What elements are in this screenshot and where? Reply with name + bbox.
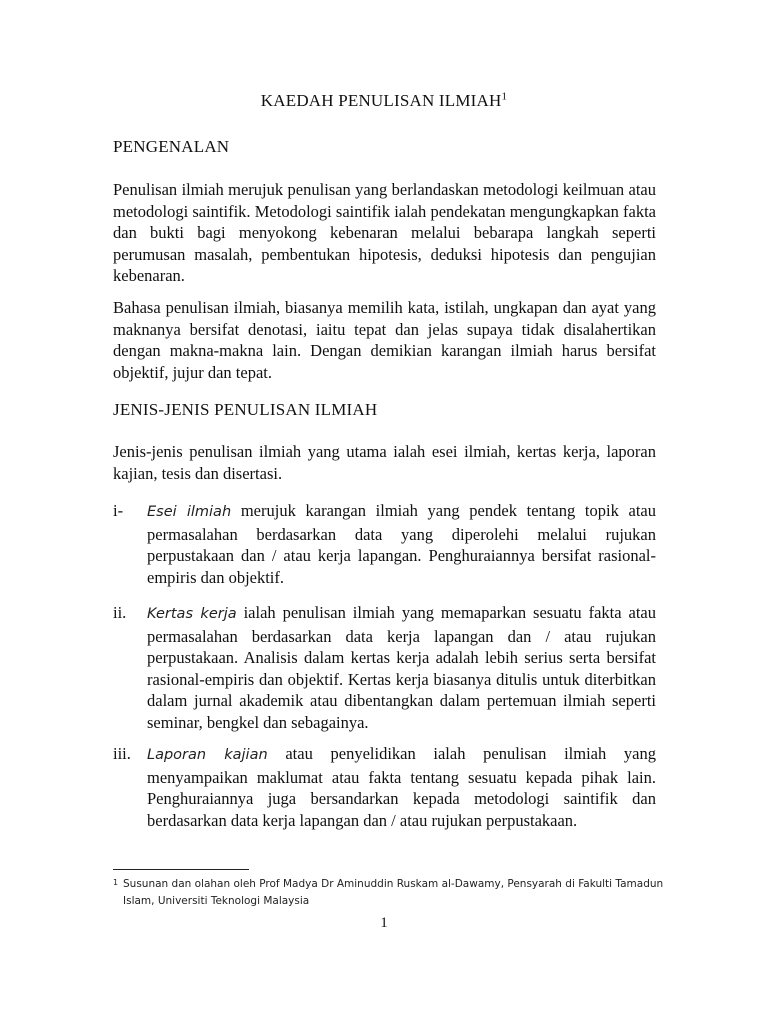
list-text: atau penyelidikan ialah penulisan ilmiah yang menyampaikan maklumat atau fakta tentang sesuatu kepada pihak lain. Penghuraiannya juga bersandarkan kepada metodologi saintifik dan berdasarkan data kerja lapangan dan / atau rujukan perpustakaan. <box>147 744 656 830</box>
list-text: ialah penulisan ilmiah yang memaparkan sesuatu fakta atau permasalahan berdasarkan data kerja lapangan dan / atau rujukan perpustakaan. Analisis dalam kertas kerja adalah lebih serius serta bersifat rasional-empiris dan objektif. Kertas kerja biasanya ditulis untuk diterbitkan dalam jurnal akademik atau dibentangkan dalam pertemuan ilmiah seperti seminar, bengkel dan sebagainya. <box>147 603 656 732</box>
list-text: merujuk karangan ilmiah yang pendek tentang topik atau permasalahan berdasarkan data yang diperolehi melalui rujukan perpustakaan dan / atau kerja lapangan. Penghuraiannya bersifat rasional-empiris dan objektif. <box>147 501 656 587</box>
title-text: KAEDAH PENULISAN ILMIAH <box>260 91 502 110</box>
title-footnote-mark: 1 <box>501 90 508 103</box>
list-number: i- <box>113 501 124 520</box>
page-number: 1 <box>380 915 388 931</box>
paragraph-pengenalan-1: Penulisan ilmiah merujuk penulisan yang berlandaskan metodologi keilmuan atau metodologi saintifik. Metodologi saintifik ialah pendekatan mengungkapkan fakta dan bukti bagi menyokong kebenaran melalui bebarapa langkah seperti perumusan masalah, pembentukan hipotesis, deduksi hipotesis dan pengujian kebenaran. <box>113 180 656 286</box>
list-term: Laporan kajian <box>147 747 268 763</box>
list-body <box>147 602 656 734</box>
list-body <box>147 743 656 831</box>
paragraph-pengenalan-2: Bahasa penulisan ilmiah, biasanya memilih kata, istilah, ungkapan dan ayat yang maknanya bersifat denotasi, iaitu tepat dan jelas supaya tidak disalahertikan dengan makna-makna lain. Dengan demikian karangan ilmiah harus bersifat objektif, jujur dan tepat. <box>113 298 656 382</box>
section-heading-jenis: JENIS-JENIS PENULISAN ILMIAH <box>113 400 378 419</box>
list-body <box>147 500 656 588</box>
footnote-mark: 1 <box>113 878 119 887</box>
list-number: iii. <box>113 744 131 763</box>
document-title <box>0 91 768 111</box>
section-heading-pengenalan: PENGENALAN <box>113 137 230 156</box>
footnote-divider <box>113 869 249 870</box>
footnote-text: Susunan dan olahan oleh Prof Madya Dr Aminuddin Ruskam al-Dawamy, Pensyarah di Fakulti Tamadun Islam, Universiti Teknologi Malaysia <box>123 878 664 907</box>
list-term: Kertas kerja <box>147 606 237 622</box>
list-term: Esei ilmiah <box>147 504 232 520</box>
paragraph-jenis-1: Jenis-jenis penulisan ilmiah yang utama ialah esei ilmiah, kertas kerja, laporan kajian, tesis dan disertasi. <box>113 442 656 483</box>
list-number: ii. <box>113 603 127 622</box>
